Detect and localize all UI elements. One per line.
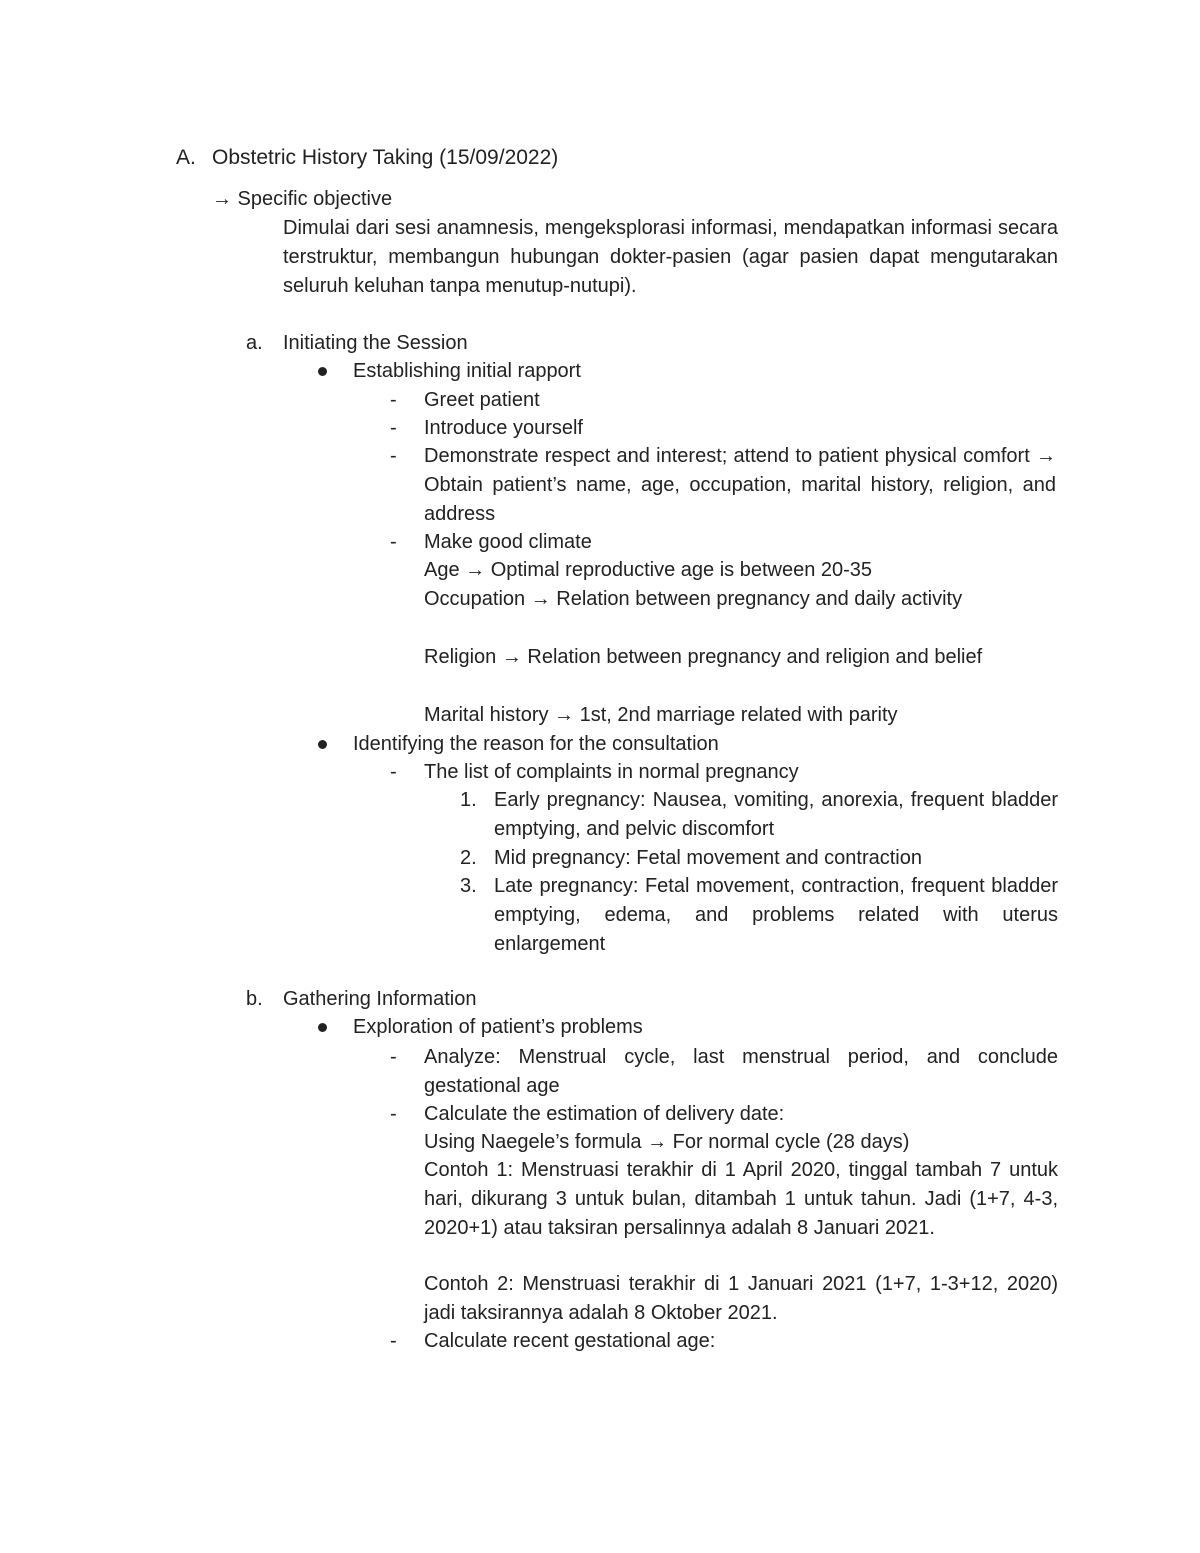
heading-marker: A.	[176, 146, 196, 169]
example-2: Contoh 2: Menstruasi terakhir di 1 Januari 2021 (1+7, 1-3+12, 2020) jadi taksirannya adalah 8 Oktober 2021.	[424, 1273, 1058, 1324]
page-title: Obstetric History Taking (15/09/2022)	[212, 146, 559, 169]
objective-label: → Specific objective	[212, 188, 393, 210]
bullet-rapport-title: Establishing initial rapport	[353, 360, 581, 382]
climate-occupation: Occupation → Relation between pregnancy and daily activity	[424, 588, 963, 610]
complaint-early-pregnancy: Early pregnancy: Nausea, vomiting, anorexia, frequent bladder emptying, and pelvic discomfort	[494, 789, 1058, 840]
numbered-marker: 3.	[460, 875, 477, 897]
complaint-mid-pregnancy: Mid pregnancy: Fetal movement and contraction	[494, 847, 922, 869]
climate-marital-history: Marital history → 1st, 2nd marriage related with parity	[424, 704, 898, 726]
bullet-consultation-title: Identifying the reason for the consultation	[353, 733, 719, 755]
dash-marker: -	[390, 761, 397, 783]
dash-marker: -	[390, 445, 397, 467]
dash-marker: -	[390, 531, 397, 553]
dash-marker: -	[390, 1046, 397, 1068]
dash-marker: -	[390, 1330, 397, 1352]
dash-marker: -	[390, 389, 397, 411]
item-analyze: Analyze: Menstrual cycle, last menstrual period, and conclude gestational age	[424, 1046, 1058, 1097]
climate-religion: Religion → Relation between pregnancy and religion and belief	[424, 646, 983, 668]
objective-text: Dimulai dari sesi anamnesis, mengeksplorasi informasi, mendapatkan informasi secara terstruktur, membangun hubungan dokter-pasien (agar pasien dapat mengutarakan seluruh keluhan tanpa menutup-nutupi).	[283, 217, 1058, 297]
item-greet-patient: Greet patient	[424, 389, 540, 411]
section-b-marker: b.	[246, 988, 263, 1010]
naegele-formula: Using Naegele’s formula → For normal cycle (28 days)	[424, 1131, 910, 1153]
bullet-icon	[318, 1023, 327, 1032]
dash-marker: -	[390, 417, 397, 439]
numbered-marker: 2.	[460, 847, 477, 869]
item-demonstrate-respect: Demonstrate respect and interest; attend to patient physical comfort → Obtain patient’s name, age, occupation, marital history, religion, and address	[424, 445, 1056, 525]
bullet-exploration-title: Exploration of patient’s problems	[353, 1016, 643, 1038]
bullet-icon	[318, 367, 327, 376]
item-make-good-climate: Make good climate	[424, 531, 592, 553]
dash-marker: -	[390, 1103, 397, 1125]
section-a-title: Initiating the Session	[283, 332, 468, 354]
complaint-late-pregnancy: Late pregnancy: Fetal movement, contraction, frequent bladder emptying, edema, and problems related with uterus enlargement	[494, 875, 1058, 955]
example-1: Contoh 1: Menstruasi terakhir di 1 April 2020, tinggal tambah 7 untuk hari, dikurang 3 untuk bulan, ditambah 1 untuk tahun. Jadi (1+7, 4-3, 2020+1) atau taksiran persalinnya adalah 8 Januari 2021.	[424, 1159, 1058, 1239]
climate-age: Age → Optimal reproductive age is between 20-35	[424, 559, 873, 581]
item-complaints-list: The list of complaints in normal pregnancy	[424, 761, 799, 783]
item-calculate-delivery: Calculate the estimation of delivery date:	[424, 1103, 785, 1125]
numbered-marker: 1.	[460, 789, 477, 811]
item-calculate-gestational-age: Calculate recent gestational age:	[424, 1330, 716, 1352]
bullet-icon	[318, 740, 327, 749]
section-a-marker: a.	[246, 332, 263, 354]
item-introduce-yourself: Introduce yourself	[424, 417, 583, 439]
section-b-title: Gathering Information	[283, 988, 477, 1010]
